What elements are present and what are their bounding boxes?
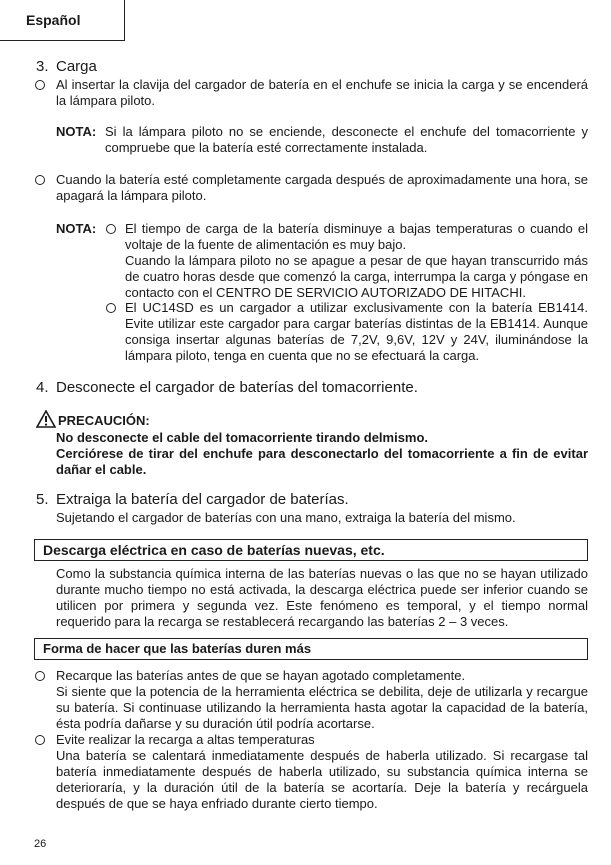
nota-2-item-2: El UC14SD es un cargador a utilizar exclusivamente con la batería EB1414. Evite utilizar este cargador para cargar baterías distintas de la EB1414. Aunque consiga insertar algunas baterías de 7,2V, 9,6V, 12V y 24V, iluminándose la lámpara piloto, tenga en cuenta que no se efectuará la carga. [125,300,588,363]
section-4-title: Desconecte el cargador de baterías del tomacorriente. [56,379,418,396]
nota-1-label: NOTA: [56,124,97,139]
bullet-circle-icon [35,80,45,90]
longevity-item-1-title: Recarque las baterías antes de que se hayan agotado completamente. [56,668,466,683]
discharge-heading-box [34,539,588,561]
discharge-text: Como la substancia química interna de las baterías nuevas o las que no se hayan utilizado durante mucho tiempo no está activada, la descarga eléctrica puede ser inferior cuando se utilicen por primera y segunda vez. Este fenómeno es temporal, y el tiempo normal requerido para la recarga se restablecerá recargando las baterías 2 – 3 veces. [56,566,588,629]
longevity-heading-box [34,638,588,660]
nota-2-item-1-line-2: Cuando la lámpara piloto no se apague a pesar de que hayan transcurrido más de cuatro horas desde que comenzó la carga, interrumpa la carga y póngase en contacto con el CENTRO DE SERVICIO AUTORIZADO DE HITACHI. [125,253,588,300]
longevity-heading: Forma de hacer que las baterías duren más [43,641,312,656]
section-5-number: 5. [36,491,49,508]
longevity-item-2-text: Una batería se calentará inmediatamente después de haberla utilizado. Si recargase tal batería inmediatamente después de haberla utilizado, su substancia química interna se deterioraría, y la duración útil de la batería se acortaría. Deje la batería y recárguela después de que se haya enfriado durante cierto tiempo. [56,748,588,811]
longevity-item-1-text: Si siente que la potencia de la herramienta eléctrica se debilita, deje de utilizarla y recargue su batería. Si continuase utilizando la herramienta hasta agotar la capacidad de la batería, ésta podría dañarse y su duración útil podría acortarse. [56,684,588,731]
caution-label: PRECAUCIÓN: [58,413,150,428]
language-tab-label: Español [26,12,81,28]
bullet-circle-icon [106,303,116,313]
longevity-item-2-title: Evite realizar la recarga a altas temperaturas [56,732,315,747]
caution-line-2: Cerciórese de tirar del enchufe para desconectarlo del tomacorriente a fin de evitar dañar el cable. [56,446,588,477]
section-3-bullet-2: Cuando la batería esté completamente cargada después de aproximadamente una hora, se apagará la lámpara piloto. [56,172,588,203]
bullet-circle-icon [35,671,45,681]
nota-2-item-1 [125,221,588,301]
bullet-circle-icon [106,224,116,234]
section-5-title: Extraiga la batería del cargador de baterías. [56,491,349,508]
bullet-circle-icon [35,175,45,185]
caution-line-1: No desconecte el cable del tomacorriente tirando delmismo. [56,430,429,445]
section-4-number: 4. [36,379,49,396]
section-3-bullet-1: Al insertar la clavija del cargador de batería en el enchufe se inicia la carga y se encenderá la lámpara piloto. [56,77,588,108]
nota-1-text: Si la lámpara piloto no se enciende, desconecte el enchufe del tomacorriente y compruebe que la batería esté correctamente instalada. [105,124,588,155]
language-tab [0,0,125,41]
section-5-text: Sujetando el cargador de baterías con una mano, extraiga la batería del mismo. [56,510,516,525]
longevity-item-1 [56,668,588,732]
bullet-circle-icon [35,735,45,745]
nota-2-item-1-line-1: El tiempo de carga de la batería disminuye a bajas temperaturas o cuando el voltaje de la fuente de alimentación es muy bajo. [125,221,588,252]
longevity-item-2 [56,732,588,812]
discharge-heading: Descarga eléctrica en caso de baterías nuevas, etc. [43,542,385,558]
warning-triangle-icon [36,410,56,428]
section-3-number: 3. [36,58,49,75]
nota-2-label: NOTA: [56,221,97,236]
section-3-title: Carga [56,58,97,75]
page-number: 26 [34,838,47,850]
